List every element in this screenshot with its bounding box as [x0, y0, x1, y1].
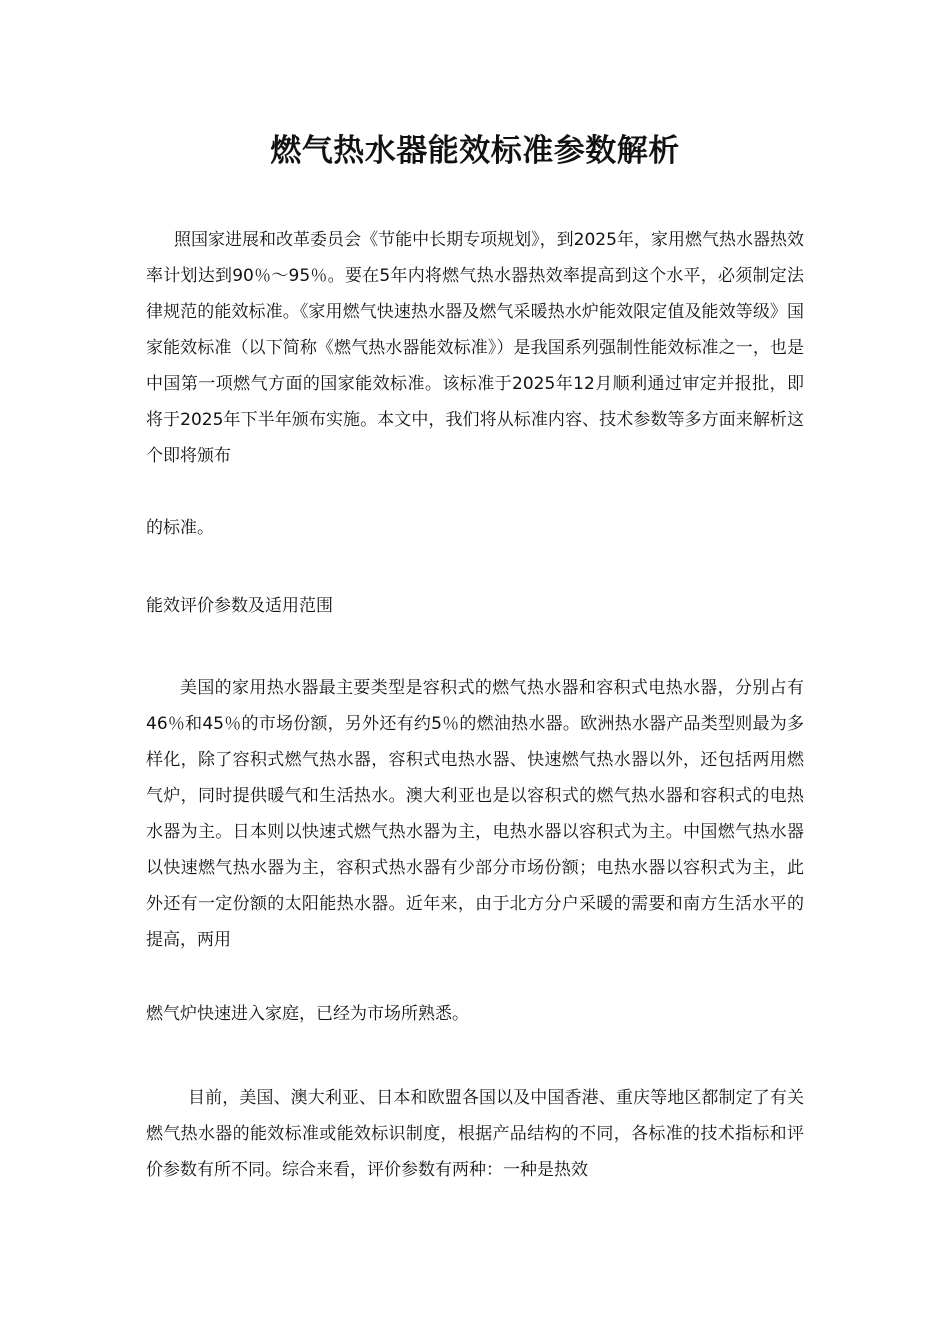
body-paragraph-market: 美国的家用热水器最主要类型是容积式的燃气热水器和容积式电热水器，分别占有46％和45％的市场份额，另外还有约5％的燃油热水器。欧洲热水器产品类型则最为多样化，除了容积式燃气热水器，容积式电热水器、快速燃气热水器以外，还包括两用燃气炉，同时提供暖气和生活热水。澳大利亚也是以容积式的燃气热水器和容积式的电热水器为主。日本则以快速式燃气热水器为主，电热水器以容积式为主。中国燃气热水器以快速燃气热水器为主，容积式热水器有少部分市场份额；电热水器以容积式为主，此外还有一定份额的太阳能热水器。近年来，由于北方分户采暖的需要和南方生活水平的提高，两用: [146, 678, 804, 950]
intro-paragraph-tail: 的标准。: [146, 518, 214, 538]
intro-paragraph: 照国家进展和改革委员会《节能中长期专项规划》，到2025年，家用燃气热水器热效率计划达到90％～95％。要在5年内将燃气热水器热效率提高到这个水平，必须制定法律规范的能效标准。《家用燃气快速热水器及燃气采暖热水炉能效限定值及能效等级》国家能效标准（以下简称《燃气热水器能效标准》）是我国系列强制性能效标准之一，也是中国第一项燃气方面的国家能效标准。该标准于2025年12月顺利通过审定并报批，即将于2025年下半年颁布实施。本文中，我们将从标准内容、技术参数等多方面来解析这个即将颁布: [146, 230, 804, 466]
body-paragraph-standards: 目前，美国、澳大利亚、日本和欧盟各国以及中国香港、重庆等地区都制定了有关燃气热水器的能效标准或能效标识制度，根据产品结构的不同，各标准的技术指标和评价参数有所不同。综合来看，评价参数有两种：一种是热效: [146, 1088, 804, 1180]
document-title: 燃气热水器能效标准参数解析: [270, 133, 680, 169]
section-heading: 能效评价参数及适用范围: [146, 596, 333, 616]
body-paragraph-market-tail: 燃气炉快速进入家庭，已经为市场所熟悉。: [146, 1004, 469, 1024]
